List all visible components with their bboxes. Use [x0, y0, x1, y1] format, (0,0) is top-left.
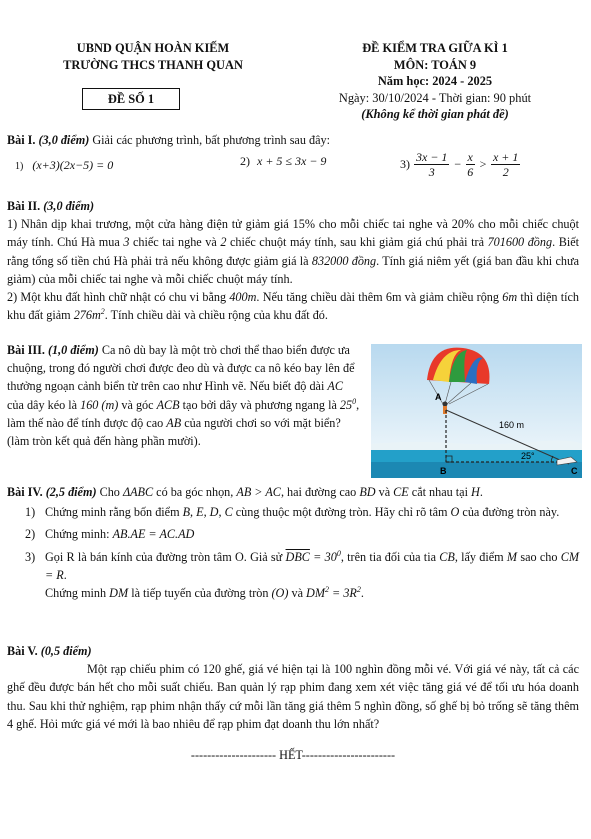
- exam-header: [300, 40, 570, 123]
- bai4: [7, 483, 579, 602]
- school-name: TRƯỜNG THCS THANH QUAN: [63, 58, 243, 72]
- end-marker: --------------------- HẾT-----------------------: [190, 748, 396, 762]
- bai4-intro: Bài IV. (2,5 điểm) Cho ΔABC có ba góc nhọn, AB > AC, hai đường cao BD và CE cắt nhau tại H.: [7, 485, 483, 499]
- subject: MÔN: TOÁN 9: [393, 57, 477, 72]
- label-b: B: [440, 466, 447, 476]
- bai2: [7, 197, 579, 324]
- bai1-equations: [15, 150, 575, 186]
- bai5-text: Một rạp chiếu phim có 120 ghế, giá vé hiện tại là 100 nghìn đồng mỗi vé. Với giá vé này, tất cả các ghế đều được bán hết cho mỗi suất chiếu. Ban quản lý rạp phim đang xem xét việc tăng giá vé để tối ưu hóa doanh thu. Sau khi thử nghiệm, rạp phim nhận thấy cứ mỗi lần tăng giá thêm 5 nghìn đồng, số ghế bị bỏ trống sẽ tăng thêm 4 ghế. Hỏi mức giá vé mới là bao nhiêu để rạp phim đạt doanh thu lớn nhất?: [7, 662, 579, 731]
- equation-2: 2) x + 5 ≤ 3x − 9: [240, 154, 327, 168]
- bai5: [7, 642, 579, 733]
- date-duration: Ngày: 30/10/2024 - Thời gian: 90 phút: [338, 90, 532, 105]
- sea-deep: [371, 462, 582, 478]
- district-name: UBND QUẬN HOÀN KIẾM: [76, 41, 230, 55]
- bai1-heading: Bài I. (3,0 điểm) Giải các phương trình, bất phương trình sau đây:: [7, 133, 330, 147]
- exam-code-box: ĐỀ SỐ 1: [82, 88, 180, 110]
- label-angle: 25°: [521, 451, 535, 461]
- bai4-item-2: 2) Chứng minh: AB.AE = AC.AD: [25, 527, 195, 542]
- exam-title: ĐỀ KIỂM TRA GIỮA KÌ 1: [362, 41, 508, 55]
- time-note: (Không kể thời gian phát đề): [361, 107, 509, 121]
- bai4-item-3: 3) Gọi R là bán kính của đường tròn tâm O. Giả sử $\overline{DBC} = 30^0$, trên tia đối của tia CB, lấy điểm M sao cho CM = R. Chứng minh DM là tiếp tuyến của đường tròn (O) và $DM^2 = 3R^2$.: [25, 548, 579, 601]
- school-header: [38, 40, 268, 74]
- bai5-heading: Bài V. (0,5 điểm): [7, 644, 92, 658]
- school-year: Năm học: 2024 - 2025: [377, 74, 493, 88]
- equation-1: 1) (x+3)(2x−5) = 0: [15, 158, 114, 172]
- bai2-heading: Bài II. (3,0 điểm): [7, 199, 95, 213]
- person-icon: [443, 402, 448, 415]
- bai4-items: [7, 503, 579, 602]
- bai2-part2: 2) Một khu đất hình chữ nhật có chu vi bằng 400m. Nếu tăng chiều dài thêm 6m và giảm chiều rộng 6m thì diện tích khu đất giảm $276m^2$. Tính chiều dài và chiều rộng của khu đất đó.: [7, 290, 580, 323]
- bai3: Bài III. (1,0 điểm) Ca nô dù bay là một trò chơi thể thao biển được ưa chuộng, trong đó người chơi được đeo dù và được ca nô kéo bay lên để thưởng ngoạn cảnh biển từ trên cao như Hình vẽ. Nếu biết độ dài AC của dây kéo là 160 (m) và góc ACB tạo bởi dây và phương ngang là $25^0$, làm thế nào để tính được độ cao AB của người chơi so với mặt biển? (làm tròn kết quả đến hàng phần mười).: [7, 343, 360, 449]
- label-a: A: [435, 392, 442, 402]
- parasailing-figure: [371, 344, 582, 478]
- label-length: 160 m: [499, 420, 525, 430]
- bai4-item-1: 1) Chứng minh rằng bốn điểm B, E, D, C cùng thuộc một đường tròn. Hãy chỉ rõ tâm O của đường tròn này.: [25, 505, 560, 520]
- equation-3: 3) $\frac{3x - 1}{3}$ − $\frac{x}{6}$ > $\frac{x + 1}{2}$: [400, 150, 519, 179]
- fraction: $\frac{3x - 1}{3}$: [416, 150, 448, 179]
- bai2-part1: 1) Nhân dịp khai trương, một cửa hàng điện tử giảm giá 15% cho mỗi chiếc tai nghe và 20% cho mỗi chiếc chuột máy tính. Chú Hà mua 3 chiếc tai nghe và 2 chiếc chuột máy tính, sau khi giảm giá chú phải trả 701600 đồng. Biết rằng tổng số tiền chú Hà phải trả nếu không được giảm giá là 832000 đồng. Tính giá niêm yết (giá ban đầu khi chưa giảm) của mỗi chiếc tai nghe và mỗi chiếc chuột máy tính.: [7, 217, 580, 286]
- fraction: $\frac{x + 1}{2}$: [492, 150, 519, 179]
- fraction: $\frac{x}{6}$: [467, 150, 474, 179]
- label-c: C: [571, 466, 578, 476]
